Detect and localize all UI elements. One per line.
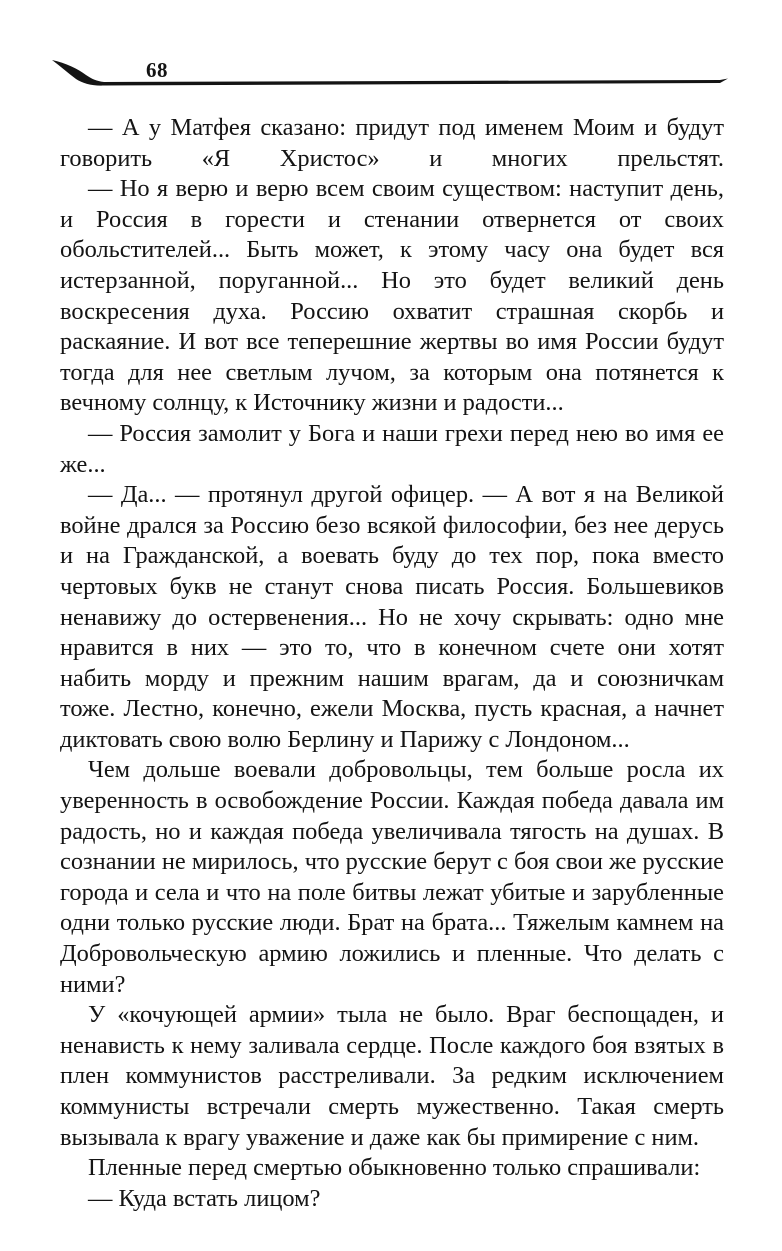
paragraph: Пленные перед смертью обыкновенно только спрашивали: xyxy=(88,1154,701,1182)
paragraph: — А у Матфея сказано: придут под именем Моим и будут говорить «Я Христос» и многих прельстят. xyxy=(60,114,724,172)
body-text xyxy=(60,113,724,1214)
page-number: 68 xyxy=(146,58,168,82)
paragraph: — Россия замолит у Бога и наши грехи перед нею во имя ее же... xyxy=(60,419,724,478)
paragraph: — Куда встать лицом? xyxy=(88,1184,321,1212)
paragraph: Чем дольше воевали добровольцы, тем больше росла их уверенность в освобождение России. Каждая победа давала им радость, но и каждая победа увеличивала тягость на душах. В сознании не мирилось, что русские берут с боя свои же русские города и села и что на поле битвы лежат убитые и зарубленные одни только русские люди. Брат на брата... Тяжелым камнем на Добровольческую армию ложились и пленные. Что делать с ними? xyxy=(60,756,724,998)
paragraph: У «кочующей армии» тыла не было. Враг беспощаден, и ненависть к нему заливала сердце. После каждого боя взятых в плен коммунистов расстреливали. За редким исключением коммунисты встречали смерть мужественно. Такая смерть вызывала к врагу уважение и даже как бы примирение с ним. xyxy=(60,1001,724,1151)
page-header xyxy=(52,56,728,92)
paragraph: — Да... — протянул другой офицер. — А вот я на Великой войне дрался за Россию безо всякой философии, без нее дерусь и на Гражданской, а воевать буду до тех пор, пока вместо чертовых букв не станут снова писать Россия. Большевиков ненавижу до остервенения... Но не хочу скрывать: одно мне нравится в них — это то, что в конечном счете они хотят набить морду и прежним нашим врагам, да и союзничкам тоже. Лестно, конечно, ежели Москва, пусть красная, а начнет диктовать свою волю Берлину и Парижу с Лондоном... xyxy=(60,481,724,753)
paragraph: — Но я верю и верю всем своим существом: наступит день, и Россия в горести и стенании отвернется от своих обольстителей... Быть может, к этому часу она будет вся истерзанной, поруганной... Но это будет великий день воскресения духа. Россию охватит страшная скорбь и раскаяние. И вот все теперешние жертвы во имя России будут тогда для нее светлым лучом, за которым она потянется к вечному солнцу, к Источнику жизни и радости... xyxy=(60,175,724,417)
